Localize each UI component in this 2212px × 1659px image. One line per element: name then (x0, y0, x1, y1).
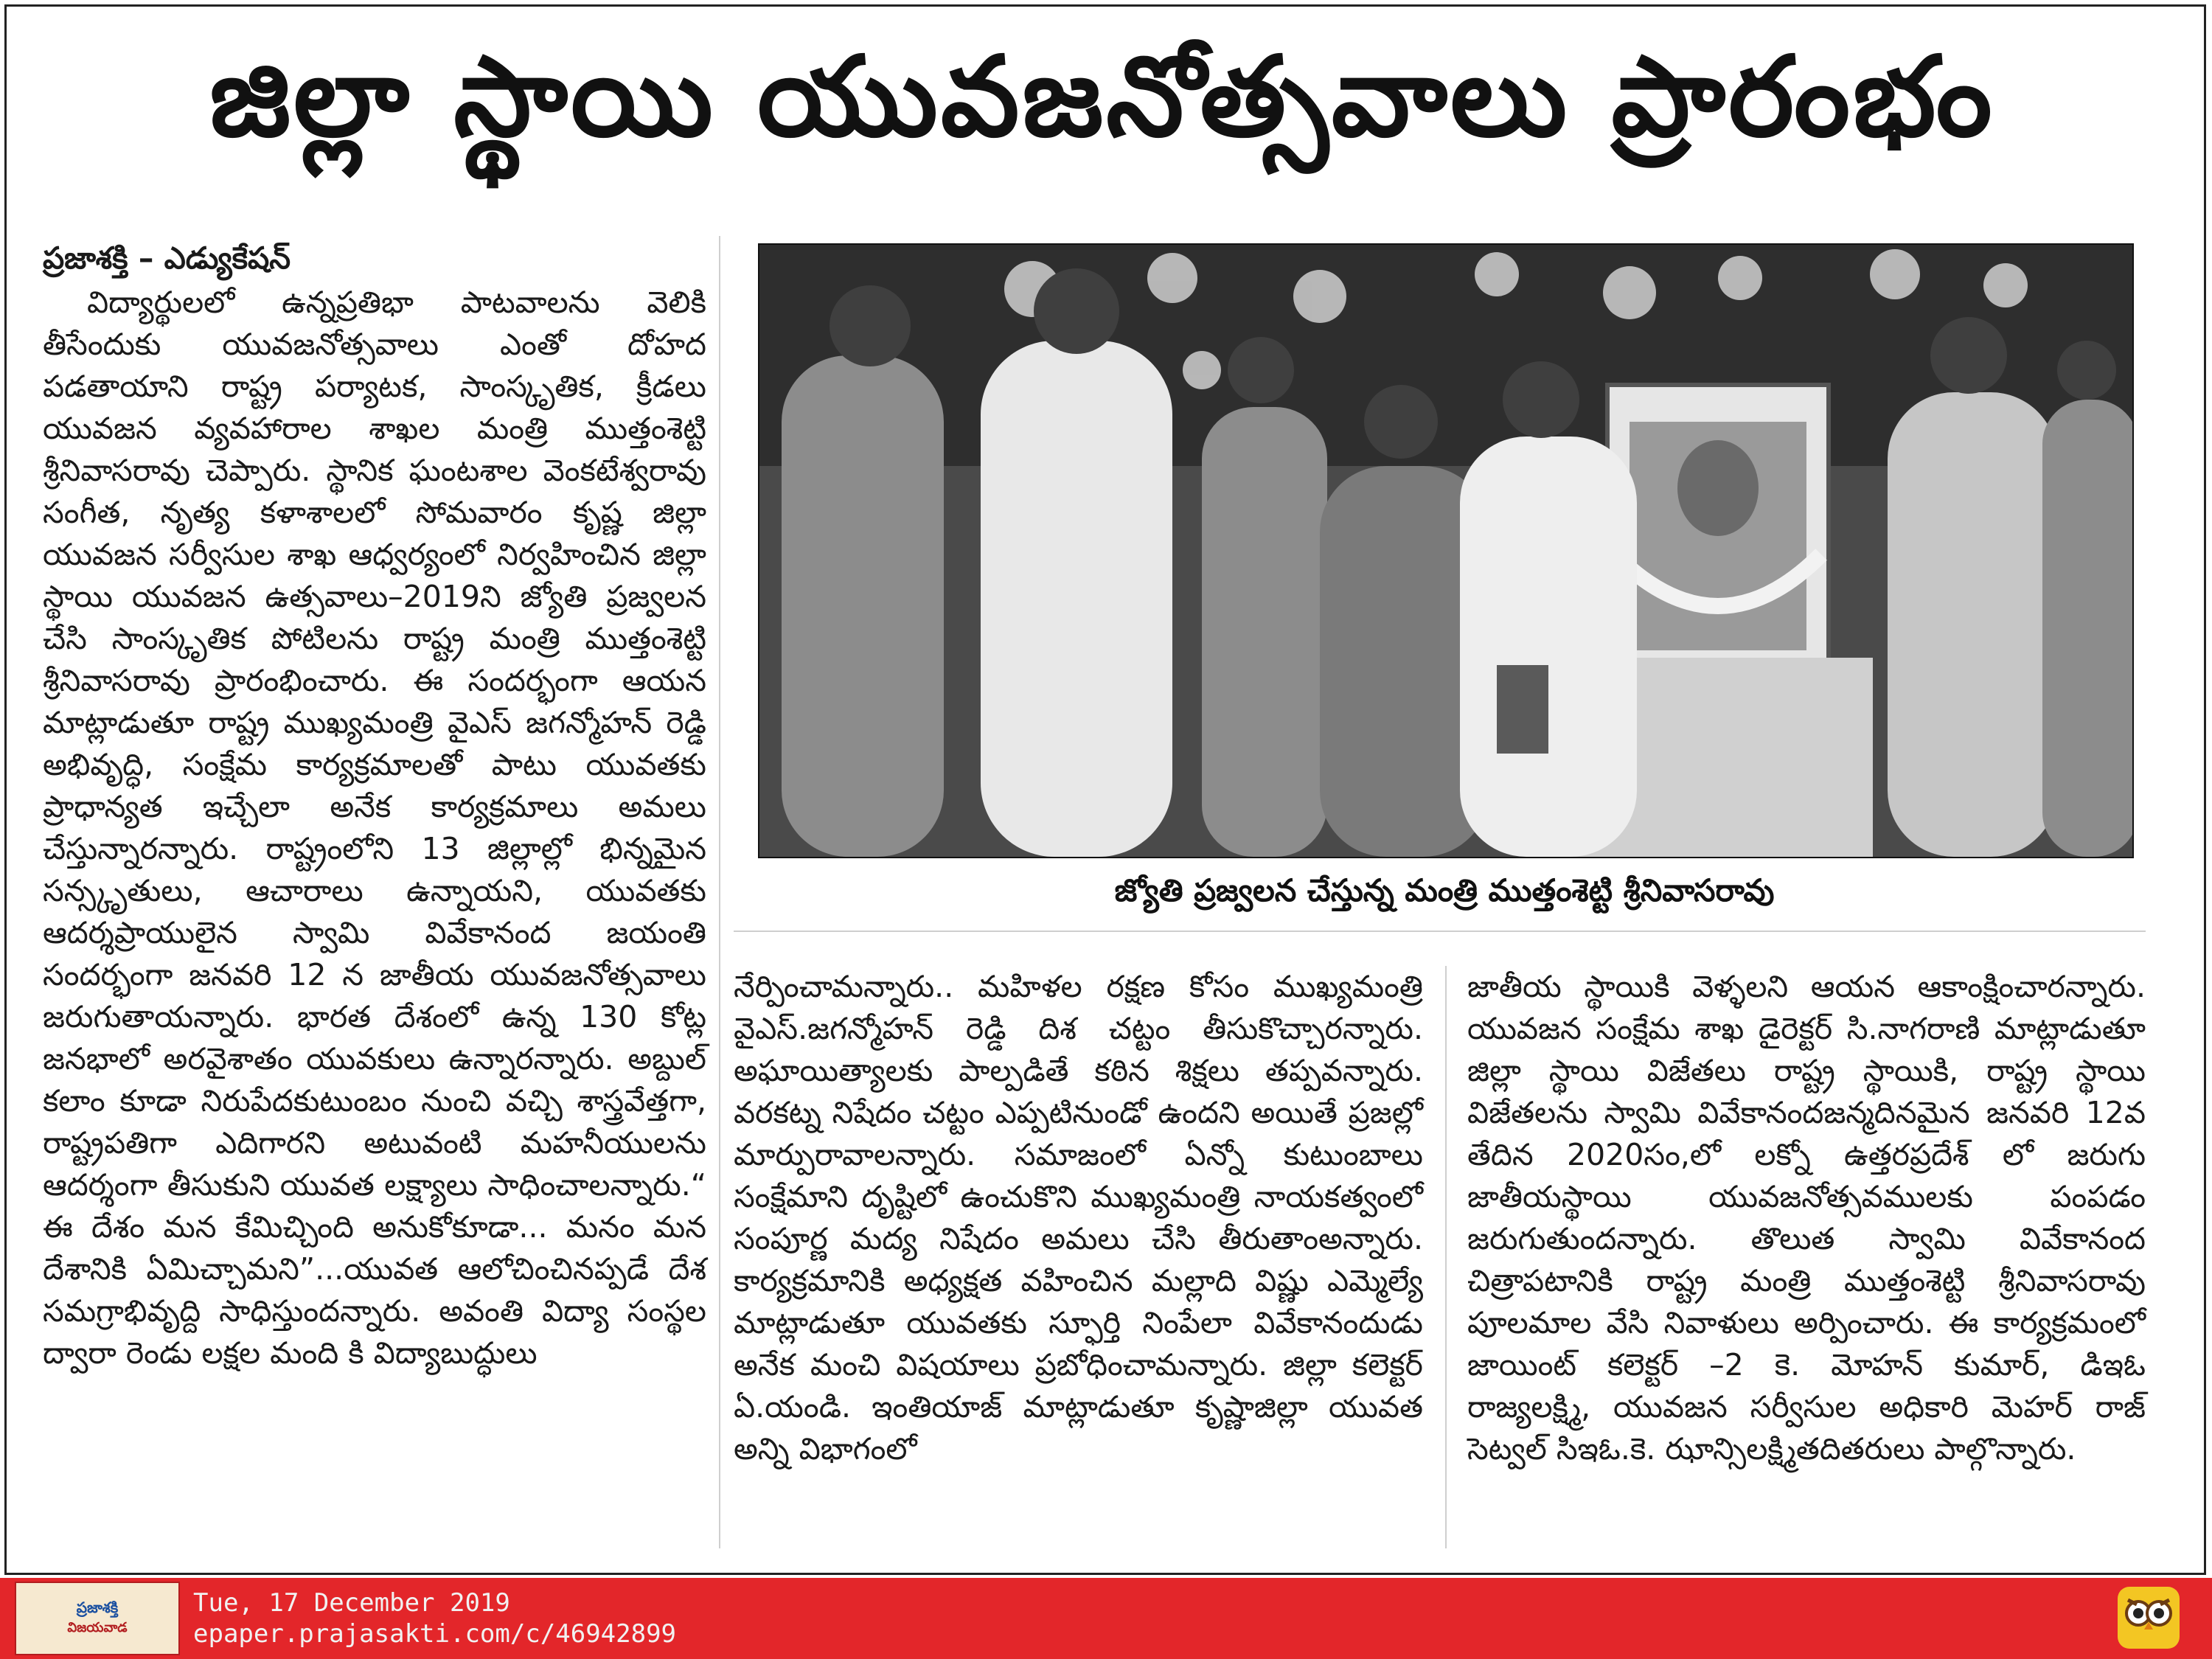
right-column (1467, 966, 2146, 1470)
event-photo (758, 243, 2134, 858)
right-column-text: జాతీయ స్థాయికి వెళ్ళలని ఆయన ఆకాంక్షించారన్నారు. యువజన సంక్షేమ శాఖ డైరెక్టర్ సి.నాగరాణి మాట్లాడుతూ జిల్లా స్థాయి విజేతలు రాష్ట్ర స్థాయికి, రాష్ట్ర స్థాయి విజేతలను స్వామి వివేకానందజన్మదినమైన జనవరి 12వ తేదిన 2020సం,లో లక్నో ఉత్తరప్రదేశ్ లో జరుగు జాతీయస్థాయి యువజనోత్సవములకు పంపడం జరుగుతుందన్నారు. తొలుత స్వామి వివేకానంద చిత్రాపటానికి రాష్ట్ర మంత్రి ముత్తంశెట్టి శ్రీనివాసరావు పూలమాల వేసి నివాళులు అర్పించారు. ఈ కార్యక్రమంలో జాయింట్ కలెక్టర్ –2 కె. మోహన్ కుమార్, డిఇఓ రాజ్యలక్ష్మి, యువజన సర్వీసుల అధికారి మెహర్ రాజ్ సెట్వల్ సిఇఓ.కె. ఝాన్సిలక్ష్మితదితరులు పాల్గొన్నారు. (1467, 969, 2146, 1467)
epaper-footer (0, 1578, 2212, 1659)
column-divider-left (719, 236, 720, 1548)
middle-column-text: నేర్పించామన్నారు.. మహిళల రక్షణ కోసం ముఖ్యమంత్రి వైఎస్.జగన్మోహన్ రెడ్డి దిశ చట్టం తీసుకొచ్చారన్నారు. అఘాయిత్యాలకు పాల్పడితే కఠిన శిక్షలు తప్పవన్నారు. వరకట్న నిషేదం చట్టం ఎప్పటినుండో ఉందని అయితే ప్రజల్లో మార్పురావాలన్నారు. సమాజంలో ఏన్నో కుటుంబాలు సంక్షేమాని దృష్టిలో ఉంచుకొని ముఖ్యమంత్రి నాయకత్వంలో సంపూర్ణ మద్య నిషేదం అమలు చేసి తీరుతాంఅన్నారు. కార్యక్రమానికి అధ్యక్షత వహించిన మల్లాది విష్ణు ఎమ్మెల్యే మాట్లాడుతూ యువతకు స్ఫూర్తి నింపేలా వివేకానందుడు అనేక మంచి విషయాలు ప్రబోధించామన్నారు. జిల్లా కలెక్టర్ ఏ.యండి. ఇంతియాజ్ మాట్లాడుతూ కృష్ణాజిల్లా యువత అన్ని విభాగంలో (734, 969, 1423, 1467)
photo-illustration (759, 245, 2132, 857)
dateline: ప్రజాశక్తి – ఎడ్యుకేషన్ (43, 240, 291, 276)
column-divider-right (1445, 966, 1447, 1548)
article-headline: జిల్లా స్థాయి యువజనోత్సవాలు ప్రారంభం (209, 32, 1995, 161)
footer-info (193, 1587, 676, 1649)
owl-icon[interactable] (2115, 1584, 2183, 1652)
photo-caption: జ్యోతి ప్రజ్వలన చేస్తున్న మంత్రి ముత్తంశెట్టి శ్రీనివాసరావు (1114, 872, 1775, 908)
left-column-text: విద్యార్థులలో ఉన్నప్రతిభా పాటవాలను వెలికి తీసేందుకు యువజనోత్సవాలు ఎంతో దోహద పడతాయాని రాష్ట్ర పర్యాటక, సాంస్కృతిక, క్రీడలు యువజన వ్యవహారాల శాఖల మంత్రి ముత్తంశెట్టి శ్రీనివాసరావు చెప్పారు. స్థానిక ఘంటశాల వెంకటేశ్వరావు సంగీత, నృత్య కళాశాలలో సోమవారం కృష్ణ జిల్లా యువజన సర్వీసుల శాఖ ఆధ్వర్యంలో నిర్వహించిన జిల్లా స్థాయి యువజన ఉత్సవాలు–2019ని జ్యోతి ప్రజ్వలన చేసి సాంస్కృతిక పోటిలను రాష్ట్ర మంత్రి ముత్తంశెట్టి శ్రీనివాసరావు ప్రారంభించారు. ఈ సందర్భంగా ఆయన మాట్లాడుతూ రాష్ట్ర ముఖ్యమంత్రి వైఎస్ జగన్మోహన్ రెడ్డి అభివృద్ధి, సంక్షేమ కార్యక్రమాలతో పాటు యువతకు ప్రాధాన్యత ఇచ్చేలా అనేక కార్యక్రమాలు అమలు చేస్తున్నారన్నారు. రాష్ట్రంలోని 13 జిల్లాల్లో భిన్నమైన సన్స్కృతులు, ఆచారాలు ఉన్నాయని, యువతకు ఆదర్శప్రాయులైన స్వామి వివేకానంద జయంతి సందర్భంగా జనవరి 12 న జాతీయ యువజనోత్సవాలు జరుగుతాయన్నారు. భారత దేశంలో ఉన్న 130 కోట్ల జనభాలో అరవైశాతం యువకులు ఉన్నారన్నారు. అబ్దుల్ కలాం కూడా నిరుపేదకుటుంబం నుంచి వచ్చి శాస్త్రవేత్తగా, రాష్ట్రపతిగా ఎదిగారని అటువంటి మహనీయులను ఆదర్శంగా తీసుకుని యువత లక్ష్యాలు సాధించాలన్నారు.“ ఈ దేశం మన కేమిచ్చింది అనుకోకూడా... మనం మన దేశానికి ఏమిచ్చామని”...యువత ఆలోచించినప్పడే దేశ సమగ్రాభివృద్ది సాధిస్తుందన్నారు. అవంతి విద్యా సంస్థల ద్వారా రెండు లక్షల మంది కి విద్యాబుద్ధులు (43, 285, 706, 1371)
caption-divider (734, 931, 2146, 932)
epaper-link[interactable]: epaper.prajasakti.com/c/46942899 (193, 1619, 677, 1649)
prajasakti-logo[interactable] (15, 1582, 180, 1655)
logo-line-2: విజయవాడ (67, 1620, 128, 1635)
logo-line-1: ప్రజాశక్తి (76, 1599, 119, 1616)
edition-date: Tue, 17 December 2019 (193, 1588, 510, 1618)
middle-column (734, 966, 1423, 1470)
left-column (43, 236, 706, 1374)
